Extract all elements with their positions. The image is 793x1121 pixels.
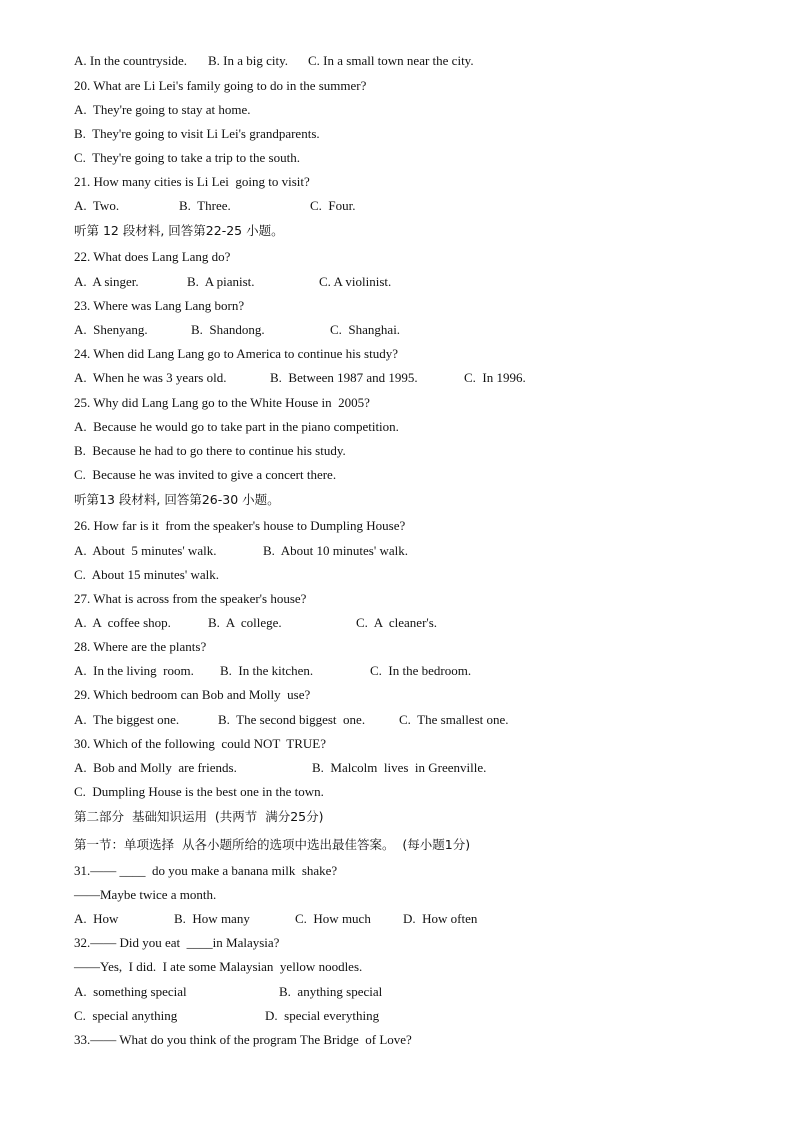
option-c: C. In a small town near the city. [308, 53, 474, 68]
question-26: 26. How far is it from the speaker's house to Dumpling House? [74, 518, 406, 533]
option-c: C. A violinist. [319, 274, 392, 289]
option-b: B. Three. [179, 198, 231, 213]
question-22-options [74, 271, 392, 293]
question-31-options [74, 908, 478, 930]
question-25-option-c: C. Because he was invited to give a concert there. [74, 467, 337, 482]
question-24: 24. When did Lang Lang go to America to continue his study? [74, 346, 398, 361]
option-d: D. How often [403, 911, 478, 926]
question-20-option-c: C. They're going to take a trip to the south. [74, 150, 300, 165]
option-c: C. The smallest one. [399, 712, 509, 727]
question-32: 32.—— Did you eat ____in Malaysia? [74, 935, 280, 950]
question-27-options [74, 612, 438, 634]
question-30-options [74, 757, 487, 779]
option-c: C. How much [295, 911, 371, 926]
option-c: C. Shanghai. [330, 322, 401, 337]
option-b: B. Shandong. [191, 322, 265, 337]
question-21: 21. How many cities is Li Lei going to visit? [74, 174, 310, 189]
question-27: 27. What is across from the speaker's house? [74, 591, 307, 606]
question-25-option-b: B. Because he had to go there to continue his study. [74, 443, 346, 458]
option-b: B. A pianist. [187, 274, 255, 289]
question-29: 29. Which bedroom can Bob and Molly use? [74, 687, 311, 702]
option-a: A. Shenyang. [74, 322, 148, 337]
option-b: B. A college. [208, 615, 282, 630]
question-20-option-b: B. They're going to visit Li Lei's grandparents. [74, 126, 320, 141]
question-32-options-ab [74, 981, 383, 1003]
question-31-reply: ——Maybe twice a month. [74, 887, 217, 902]
question-24-options [74, 367, 526, 389]
question-19-options [74, 50, 474, 72]
section-one-heading: 第一节：单项选择 从各小题所给的选项中选出最佳答案。 (每小题1分) [74, 837, 471, 852]
question-23: 23. Where was Lang Lang born? [74, 298, 245, 313]
option-a: A. something special [74, 984, 187, 999]
option-a: A. In the countryside. [74, 53, 188, 68]
part-two-heading: 第二部分 基础知识运用 (共两节 满分25分) [74, 809, 324, 824]
option-a: A. When he was 3 years old. [74, 370, 227, 385]
option-b: B. In the kitchen. [220, 663, 314, 678]
option-c: C. A cleaner's. [356, 615, 438, 630]
question-23-options [74, 319, 401, 341]
option-b: B. How many [174, 911, 250, 926]
option-b: B. About 10 minutes' walk. [263, 543, 408, 558]
option-a: A. A singer. [74, 274, 139, 289]
section-heading-12: 听第 12 段材料, 回答第22-25 小题。 [74, 223, 284, 238]
option-c: C. special anything [74, 1008, 178, 1023]
question-29-options [74, 709, 509, 731]
option-a: A. In the living room. [74, 663, 194, 678]
question-20: 20. What are Li Lei's family going to do in the summer? [74, 78, 367, 93]
option-b: B. In a big city. [208, 53, 289, 68]
question-30-option-c: C. Dumpling House is the best one in the town. [74, 784, 324, 799]
question-32-reply: ——Yes, I did. I ate some Malaysian yellow noodles. [74, 959, 363, 974]
option-a: A. How [74, 911, 119, 926]
question-26-options [74, 540, 408, 562]
option-a: A. A coffee shop. [74, 615, 171, 630]
option-a: A. About 5 minutes' walk. [74, 543, 217, 558]
question-32-options-cd [74, 1005, 380, 1027]
option-c: C. In 1996. [464, 370, 526, 385]
option-b: B. anything special [279, 984, 383, 999]
question-26-option-c: C. About 15 minutes' walk. [74, 567, 219, 582]
question-25: 25. Why did Lang Lang go to the White House in 2005? [74, 395, 370, 410]
option-b: B. Between 1987 and 1995. [270, 370, 418, 385]
question-28-options [74, 660, 472, 682]
option-c: C. Four. [310, 198, 356, 213]
option-b: B. Malcolm lives in Greenville. [312, 760, 487, 775]
option-c: C. In the bedroom. [370, 663, 472, 678]
option-a: A. Bob and Molly are friends. [74, 760, 237, 775]
section-heading-13: 听第13 段材料, 回答第26-30 小题。 [74, 492, 280, 507]
question-33: 33.—— What do you think of the program The Bridge of Love? [74, 1032, 412, 1047]
question-22: 22. What does Lang Lang do? [74, 249, 231, 264]
question-21-options [74, 195, 356, 217]
question-31: 31.—— ____ do you make a banana milk shake? [74, 863, 338, 878]
option-b: B. The second biggest one. [218, 712, 366, 727]
question-28: 28. Where are the plants? [74, 639, 207, 654]
option-a: A. The biggest one. [74, 712, 180, 727]
question-25-option-a: A. Because he would go to take part in the piano competition. [74, 419, 399, 434]
question-30: 30. Which of the following could NOT TRUE? [74, 736, 327, 751]
option-a: A. Two. [74, 198, 120, 213]
question-20-option-a: A. They're going to stay at home. [74, 102, 251, 117]
option-d: D. special everything [265, 1008, 380, 1023]
